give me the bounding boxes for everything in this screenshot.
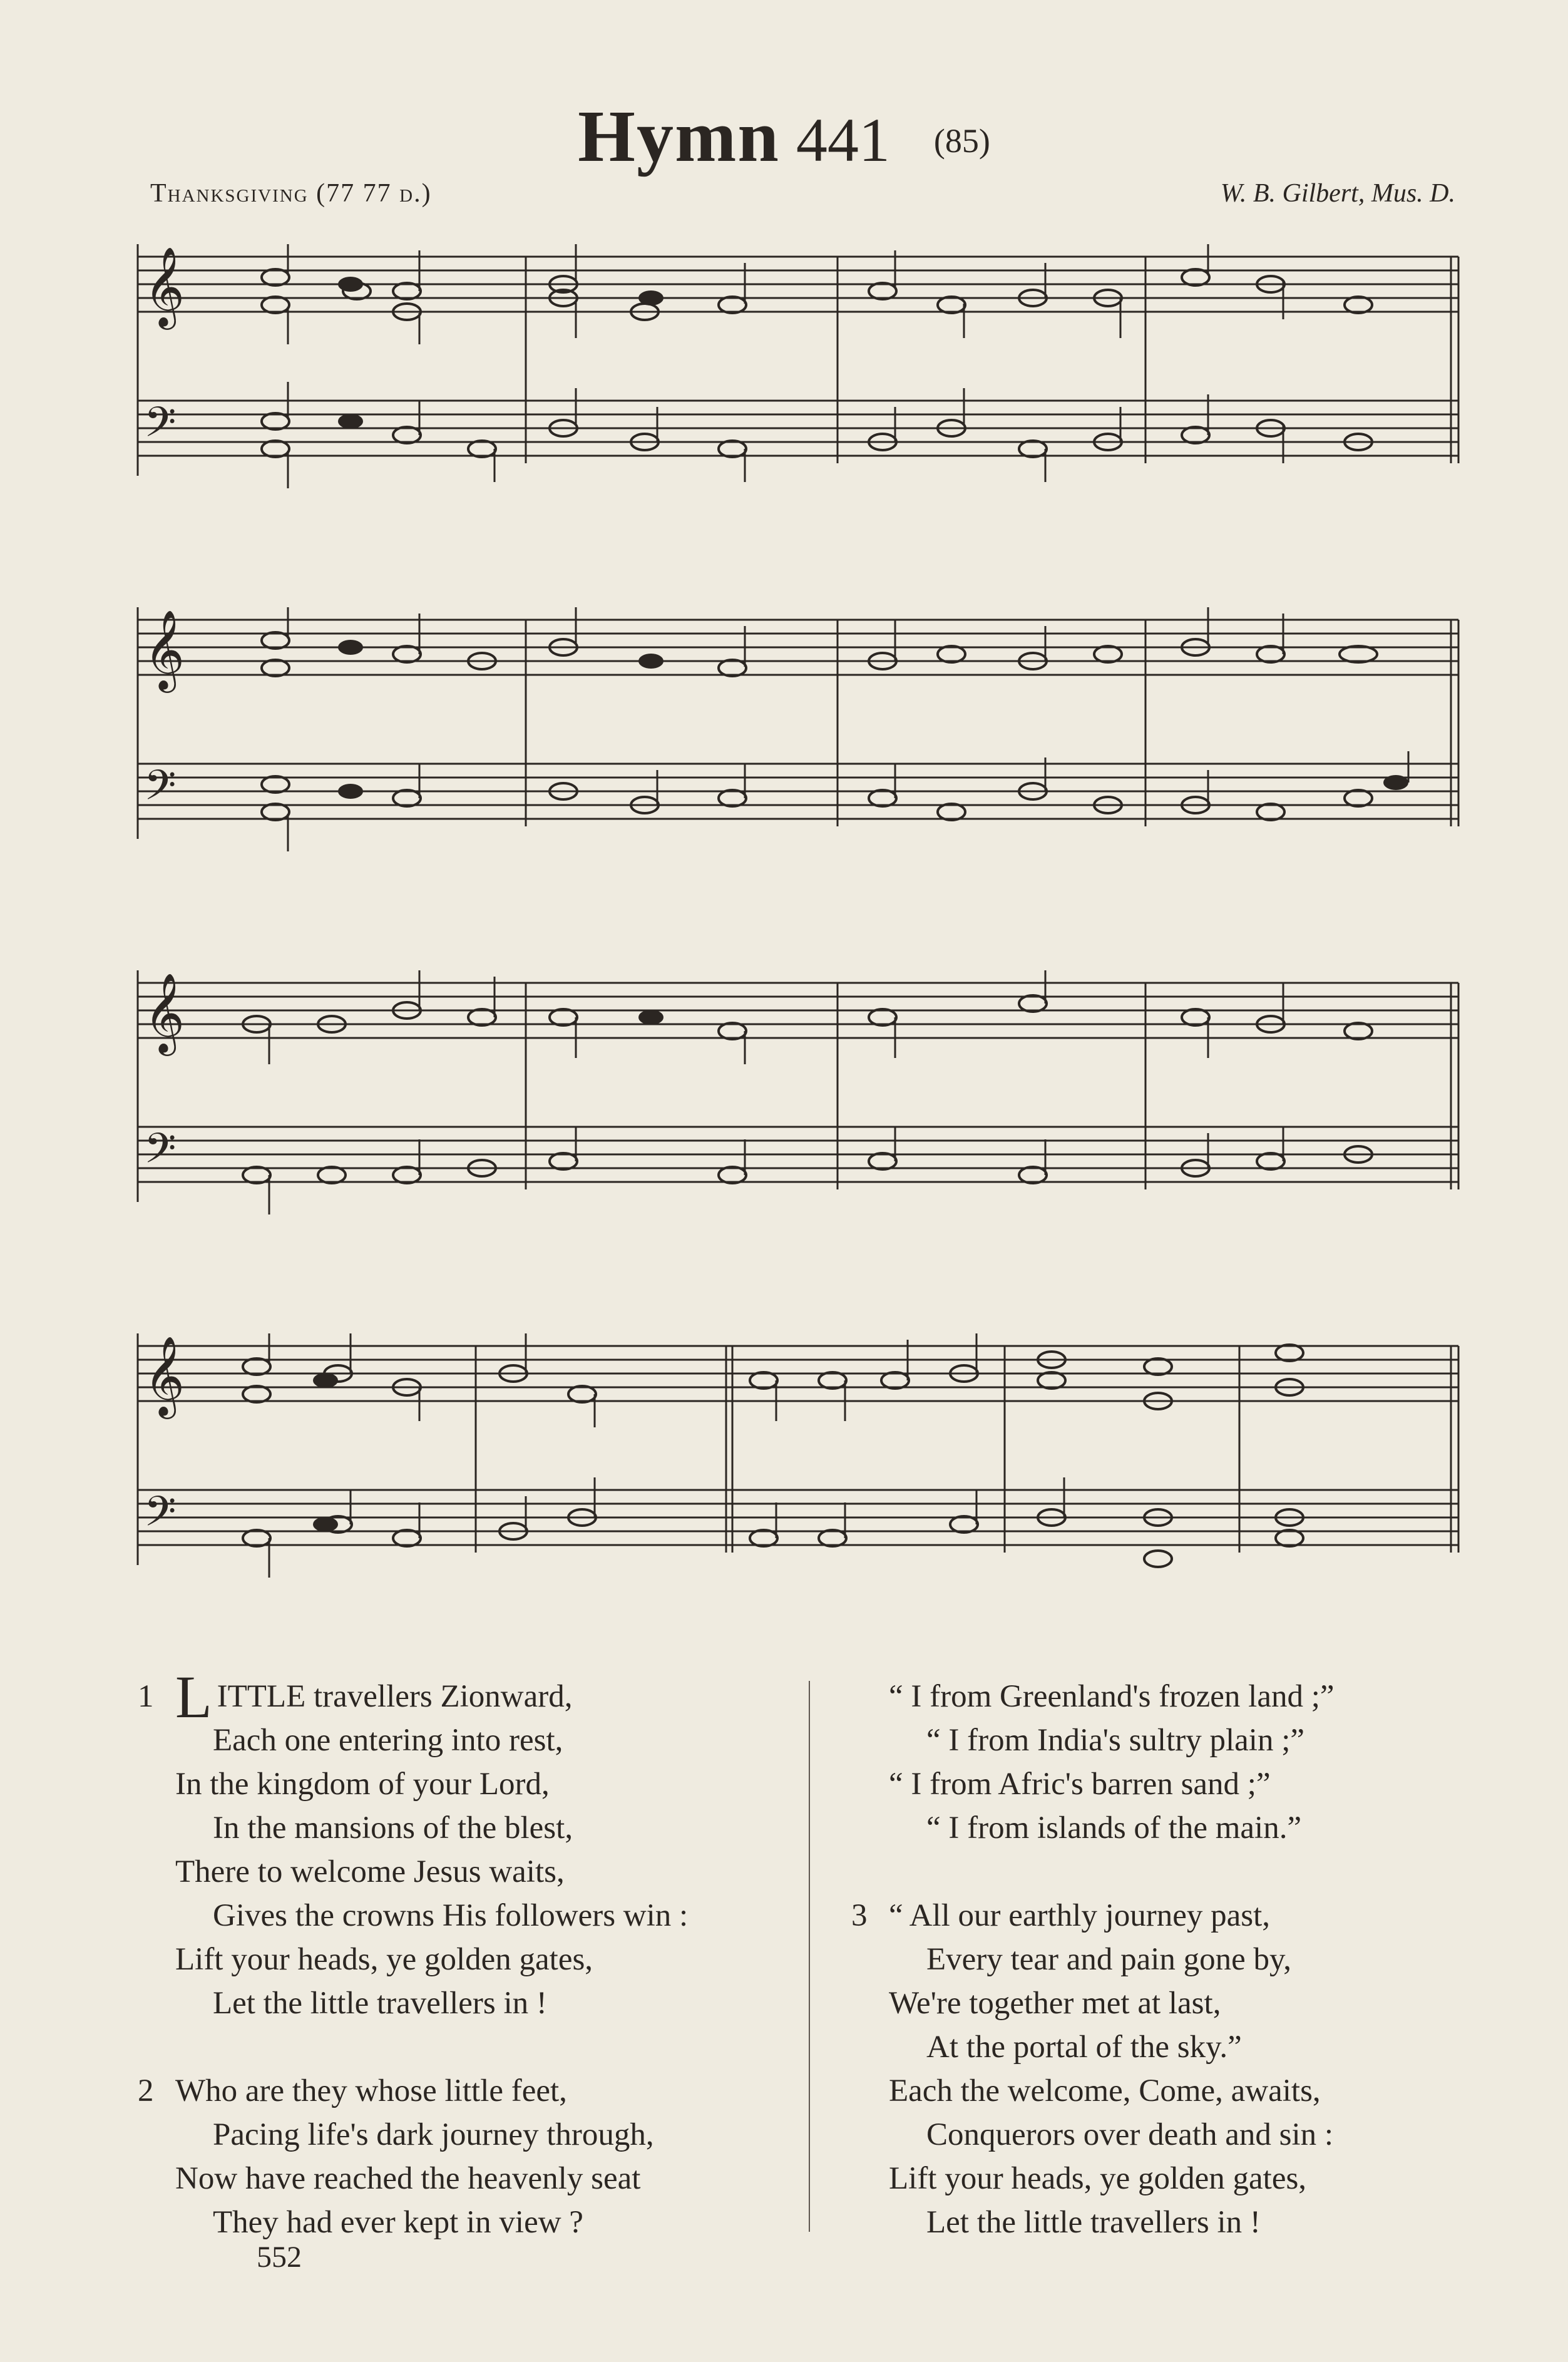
verse-line: Lift your heads, ye golden gates, <box>889 2161 1307 2196</box>
hymn-number: 441 <box>796 105 890 175</box>
verse-number: 2 <box>138 2073 154 2108</box>
drop-cap: L <box>175 1663 212 1730</box>
hymn-title <box>0 94 1568 179</box>
verse-line: Who are they whose little feet, <box>175 2073 567 2108</box>
lyrics-left-column <box>138 1663 814 2288</box>
svg-text:𝄢: 𝄢 <box>144 398 177 456</box>
verse-line: We're together met at last, <box>889 1986 1221 2021</box>
lyrics-right-column <box>851 1675 1502 2288</box>
verse-line: Now have reached the heavenly seat <box>175 2161 641 2196</box>
verse-line: “ I from India's sultry plain ;” <box>926 1723 1305 1758</box>
verse-line: Each the welcome, Come, awaits, <box>889 2073 1321 2108</box>
verse-line <box>138 1663 814 1730</box>
page-number: 552 <box>257 2241 302 2274</box>
verse-line: They had ever kept in view ? <box>213 2205 583 2240</box>
verse-line: “ I from islands of the main.” <box>926 1810 1302 1846</box>
music-system-4 <box>131 1327 1465 1590</box>
svg-text:𝄞: 𝄞 <box>144 246 185 326</box>
verse-1 <box>138 1663 814 2025</box>
verse-line: Lift your heads, ye golden gates, <box>175 1942 593 1977</box>
verse-2-continued <box>851 1675 1502 1850</box>
column-divider <box>809 1681 810 2232</box>
music-system-3 <box>131 964 1465 1227</box>
verse-number: 1 <box>138 1679 154 1714</box>
verse-3 <box>851 1894 1502 2244</box>
verse-line: In the kingdom of your Lord, <box>175 1767 550 1802</box>
verse-line: At the portal of the sky.” <box>926 2030 1242 2065</box>
verse-line: Each one entering into rest, <box>213 1723 563 1758</box>
svg-text:𝄢: 𝄢 <box>144 1487 177 1546</box>
music-system-1 <box>131 238 1465 501</box>
verse-line: In the mansions of the blest, <box>213 1810 573 1846</box>
svg-text:𝄢: 𝄢 <box>144 1124 177 1183</box>
verse-line: “ I from Greenland's frozen land ;” <box>889 1679 1335 1714</box>
hymn-reference: (85) <box>933 122 990 160</box>
music-system-2 <box>131 601 1465 864</box>
svg-text:𝄞: 𝄞 <box>144 1335 185 1415</box>
verse-line: Every tear and pain gone by, <box>926 1942 1291 1977</box>
composer: W. B. Gilbert, Mus. D. <box>1220 179 1455 208</box>
verse-line: Gives the crowns His followers win : <box>213 1898 689 1933</box>
svg-text:𝄞: 𝄞 <box>144 972 185 1052</box>
verse-line: There to welcome Jesus waits, <box>175 1854 565 1889</box>
svg-text:𝄢: 𝄢 <box>144 761 177 819</box>
verse-line: “ All our earthly journey past, <box>889 1898 1271 1933</box>
verse-2 <box>138 2069 814 2244</box>
verse-line-text: ITTLE travellers Zionward, <box>217 1679 573 1714</box>
tune-name: Thanksgiving (77 77 d.) <box>150 179 432 208</box>
verse-line: Pacing life's dark journey through, <box>213 2117 654 2152</box>
hymn-title-word: Hymn <box>578 95 780 177</box>
verse-line: Conquerors over death and sin : <box>926 2117 1334 2152</box>
verse-number: 3 <box>851 1898 868 1933</box>
verse-line: Let the little travellers in ! <box>926 2205 1261 2240</box>
svg-text:𝄞: 𝄞 <box>144 609 185 689</box>
verse-line: “ I from Afric's barren sand ;” <box>889 1767 1271 1802</box>
verse-line: Let the little travellers in ! <box>213 1986 547 2021</box>
